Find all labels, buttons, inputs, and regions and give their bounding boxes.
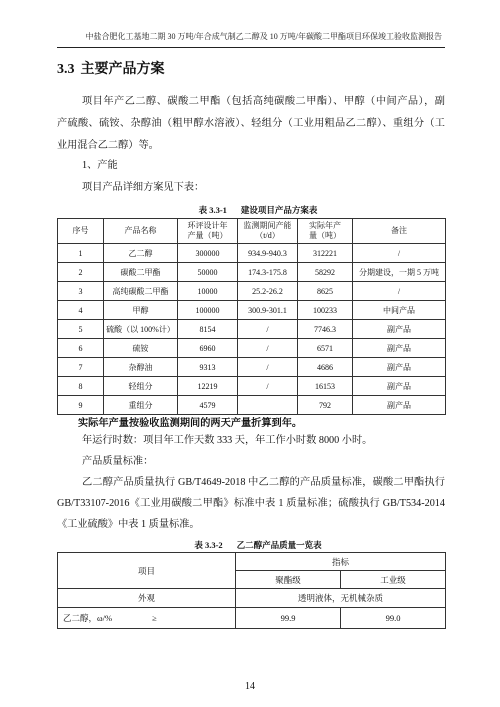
cell-seq: 7	[58, 358, 104, 377]
table-row	[58, 339, 446, 358]
header-design-output	[178, 219, 238, 244]
header-line: 环评设计年	[187, 221, 228, 230]
cell-product-name: 乙二醇	[104, 244, 178, 263]
caption-title: 建设项目产品方案表	[240, 205, 318, 215]
cell-seq: 9	[58, 396, 104, 415]
caption-label: 表 3.3-2	[194, 540, 223, 550]
cell-design-output: 50000	[178, 263, 238, 282]
operating-hours-text: 年运行时数：项目年工作天数 333 天，年工作小时数 8000 小时。	[82, 435, 373, 446]
cell-product-name: 重组分	[104, 396, 178, 415]
header-line: 实际年产	[309, 221, 341, 230]
table-row	[58, 301, 446, 320]
cell-design-output: 6960	[178, 339, 238, 358]
paragraph-line: 《工业硫酸》中表 1 质量标准。	[57, 519, 200, 530]
cell-product-name: 硫铵	[104, 339, 178, 358]
cell-design-output: 9313	[178, 358, 238, 377]
cell-product-name: 硫酸（以 100%计）	[104, 320, 178, 339]
cell-actual-output: 792	[298, 396, 353, 415]
cell-design-output: 12219	[178, 377, 238, 396]
cell-monitoring-capacity: /	[238, 377, 298, 396]
cell-actual-output: 16153	[298, 377, 353, 396]
cell-monitoring-capacity: 300.9-301.1	[238, 301, 298, 320]
cell-remark: 副产品	[353, 358, 446, 377]
table-header-row	[58, 553, 446, 571]
cell-remark: 副产品	[353, 339, 446, 358]
table-intro-text: 项目产品详细方案见下表：	[82, 182, 205, 193]
table-row	[58, 396, 446, 415]
cell-seq: 3	[58, 282, 104, 301]
cell-product-name: 高纯碳酸二甲酯	[104, 282, 178, 301]
cell-product-name: 轻组分	[104, 377, 178, 396]
header-remark	[353, 219, 446, 244]
cell-actual-output: 312221	[298, 244, 353, 263]
subheading-quality-standards: 产品质量标准：	[82, 456, 154, 467]
cell-remark: 中间产品	[353, 301, 446, 320]
cell-remark: 副产品	[353, 396, 446, 415]
cell-item-purity	[58, 608, 236, 629]
header-line: 备注	[391, 226, 407, 235]
cell-remark: 副产品	[353, 377, 446, 396]
cell-seq: 8	[58, 377, 104, 396]
paragraph-line: 乙二醇产品质量执行 GB/T4649-2018 中乙二醇的产品质量标准，碳酸二甲酯执行	[82, 477, 445, 488]
cell-design-output: 4579	[178, 396, 238, 415]
cell-actual-output: 4686	[298, 358, 353, 377]
cell-product-name: 杂醇油	[104, 358, 178, 377]
cell-product-name: 甲醇	[104, 301, 178, 320]
header-line: 产量（吨）	[187, 231, 228, 240]
cell-item-appearance: 外观	[58, 589, 236, 608]
table-row	[58, 589, 446, 608]
cell-remark: 分期建设，一期 5 万吨	[353, 263, 446, 282]
cell-remark: /	[353, 244, 446, 263]
paragraph-line: 业用混合乙二醇）等。	[57, 140, 159, 151]
header-seq	[58, 219, 104, 244]
running-header: 中盐合肥化工基地二期 30 万吨/年合成气制乙二醇及 10 万吨/年碳酸二甲酯项目环保竣工验收监测报告	[85, 32, 442, 41]
table-row	[58, 377, 446, 396]
cell-actual-output: 6571	[298, 339, 353, 358]
header-line: （t/d）	[255, 231, 280, 240]
header-actual-output	[298, 219, 353, 244]
table-row	[58, 244, 446, 263]
table-caption	[57, 204, 445, 216]
table-row	[58, 608, 446, 629]
header-line: 产品名称	[124, 226, 157, 235]
cell-design-output: 10000	[178, 282, 238, 301]
table-row	[58, 358, 446, 377]
table-note: 实际年产量按验收监测期间的两天产量折算到年。	[78, 418, 303, 429]
cell-monitoring-capacity	[238, 396, 298, 415]
cell-actual-output: 100233	[298, 301, 353, 320]
header-grade-polyester: 聚酯级	[236, 571, 341, 589]
page-number: 14	[245, 681, 255, 692]
paragraph-line: GB/T33107-2016《工业用碳酸二甲酯》标准中表 1 质量标准；硫酸执行 GB/T534-2014	[57, 498, 445, 509]
paragraph-line: 项目年产乙二醇、碳酸二甲酯（包括高纯碳酸二甲酯）、甲醇（中间产品），副	[82, 96, 445, 107]
table-row	[58, 263, 446, 282]
cell-seq: 6	[58, 339, 104, 358]
cell-seq: 1	[58, 244, 104, 263]
cell-seq: 2	[58, 263, 104, 282]
cell-monitoring-capacity: 25.2-26.2	[238, 282, 298, 301]
header-monitoring-capacity	[238, 219, 298, 244]
header-grade-industrial: 工业级	[341, 571, 446, 589]
table-row	[58, 282, 446, 301]
table-header-row	[58, 219, 446, 244]
header-line: 量（吨）	[309, 231, 341, 240]
cell-monitoring-capacity: 934.9-940.3	[238, 244, 298, 263]
product-plan-table	[57, 218, 446, 415]
header-product-name	[104, 219, 178, 244]
cell-design-output: 100000	[178, 301, 238, 320]
caption-label: 表 3.3-1	[198, 205, 227, 215]
cell-remark: /	[353, 282, 446, 301]
paragraph-line: 产硫酸、硫铵、杂醇油（粗甲醇水溶液）、轻组分（工业用粗品乙二醇）、重组分（工	[57, 118, 445, 129]
cell-actual-output: 7746.3	[298, 320, 353, 339]
cell-seq: 5	[58, 320, 104, 339]
cell-monitoring-capacity: /	[238, 320, 298, 339]
header-indicator: 指标	[236, 553, 446, 571]
cell-actual-output: 8625	[298, 282, 353, 301]
cell-monitoring-capacity: /	[238, 339, 298, 358]
ethylene-glycol-quality-table	[57, 552, 446, 629]
table-caption	[57, 539, 445, 551]
cell-product-name: 碳酸二甲酯	[104, 263, 178, 282]
purity-label: 乙二醇，ω/%	[63, 613, 113, 623]
header-rule	[57, 47, 445, 48]
section-title: 主要产品方案	[80, 62, 165, 77]
header-item: 项目	[58, 553, 236, 589]
cell-purity-polyester: 99.9	[236, 608, 341, 629]
cell-monitoring-capacity: 174.3-175.8	[238, 263, 298, 282]
cell-design-output: 8154	[178, 320, 238, 339]
cell-appearance-value: 透明液体，无机械杂质	[236, 589, 446, 608]
header-line: 序号	[72, 226, 89, 235]
header-line: 监测期间产能	[243, 221, 292, 230]
cell-design-output: 300000	[178, 244, 238, 263]
cell-remark: 副产品	[353, 320, 446, 339]
purity-comparator: ≥	[152, 613, 157, 623]
cell-seq: 4	[58, 301, 104, 320]
section-number: 3.3	[57, 62, 75, 77]
section-heading	[57, 60, 357, 80]
cell-actual-output: 58292	[298, 263, 353, 282]
cell-monitoring-capacity: /	[238, 358, 298, 377]
table-row	[58, 320, 446, 339]
subheading-capacity: 1、产能	[82, 160, 118, 171]
caption-title: 乙二醇产品质量一览表	[236, 540, 322, 550]
cell-purity-industrial: 99.0	[341, 608, 446, 629]
